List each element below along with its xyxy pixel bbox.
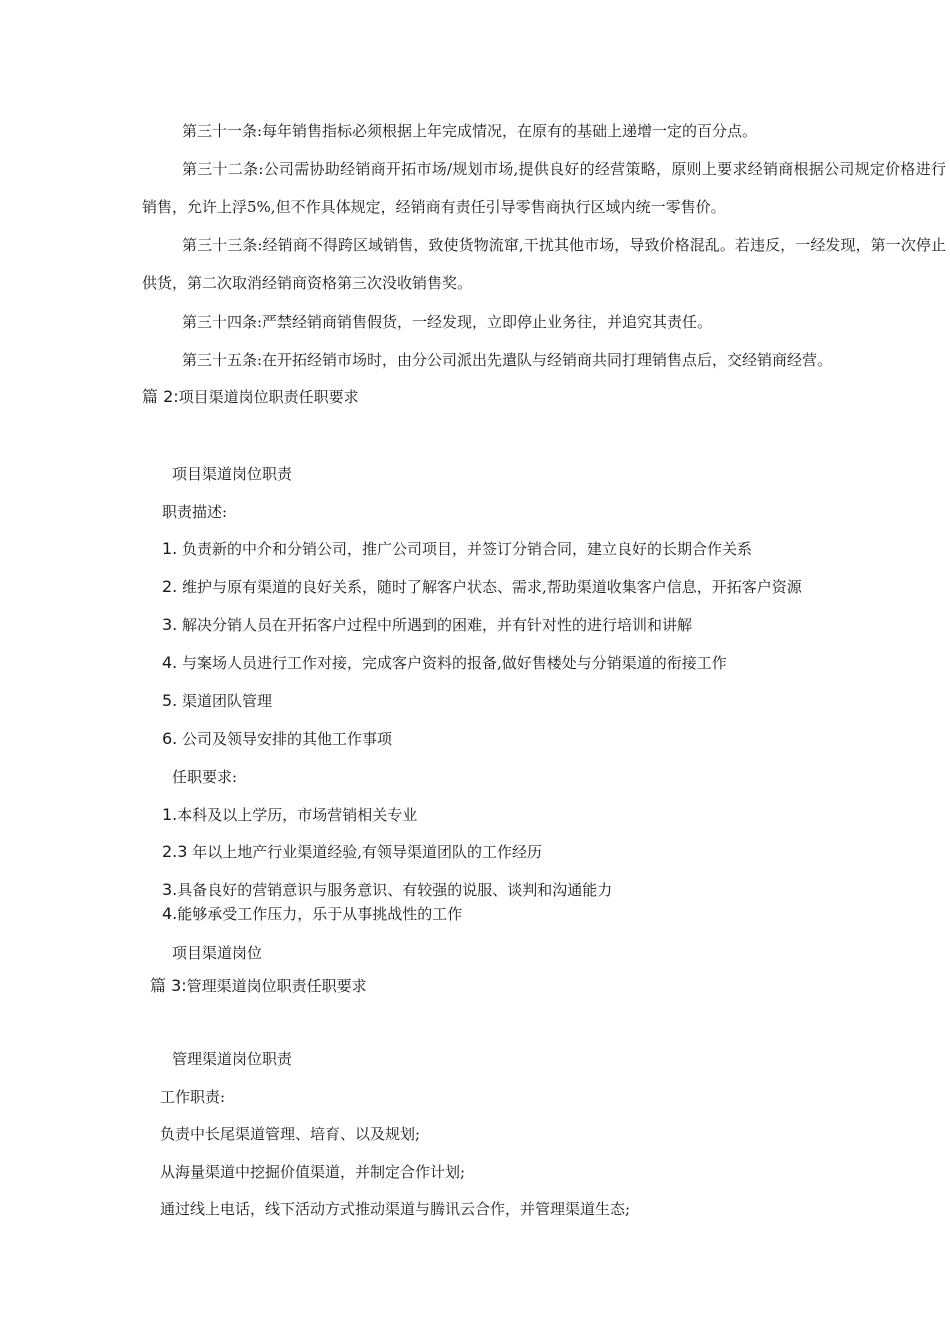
- req-item: [162, 805, 417, 825]
- duty-item-text: 负责新的中介和分销公司，推广公司项目，并签订分销合同，建立良好的长期合作关系: [177, 540, 753, 558]
- part2-footer: 项目渠道岗位: [172, 944, 263, 962]
- req-item: [162, 842, 542, 862]
- duty-item: [162, 615, 692, 635]
- req-item: [162, 880, 612, 900]
- duty-item: [162, 539, 752, 559]
- duty-item-number: 2.: [162, 577, 178, 596]
- duty-item: [162, 691, 272, 711]
- req-item-number: 3.: [162, 880, 178, 899]
- part2-heading: [142, 387, 359, 407]
- duty-item-number: 3.: [162, 615, 178, 634]
- part3-duty-label: 工作职责:: [160, 1088, 226, 1106]
- duty-item-number: 5.: [162, 691, 178, 710]
- req-item: [162, 904, 462, 924]
- req-item-text: 年以上地产行业渠道经验,有领导渠道团队的工作经历: [187, 843, 542, 861]
- part3-heading-text: 管理渠道岗位职责任职要求: [186, 977, 367, 995]
- duty-item-text: 渠道团队管理: [177, 692, 273, 710]
- part2-title: 项目渠道岗位职责: [172, 465, 293, 483]
- req-item-number: 1.: [162, 805, 178, 824]
- part3-duty-item: 通过线上电话，线下活动方式推动渠道与腾讯云合作，并管理渠道生态;: [160, 1200, 631, 1218]
- article-31: 第三十一条:每年销售指标必须根据上年完成情况，在原有的基础上递增一定的百分点。: [182, 122, 758, 140]
- duty-item: [162, 653, 727, 673]
- req-item-number: 4.: [162, 904, 178, 923]
- part3-title: 管理渠道岗位职责: [172, 1050, 293, 1068]
- req-item-text: 本科及以上学历，市场营销相关专业: [177, 806, 418, 824]
- duty-item-text: 公司及领导安排的其他工作事项: [177, 730, 393, 748]
- article-33: 第三十三条:经销商不得跨区域销售，致使货物流窜,干扰其他市场，导致价格混乱。若违反，一经发现，第一次停止供货，第二次取消经销商资格第三次没收销售奖。: [142, 236, 946, 292]
- req-item-text: 具备良好的营销意识与服务意识、有较强的说服、谈判和沟通能力: [177, 881, 613, 899]
- req-item-text: 能够承受工作压力，乐于从事挑战性的工作: [177, 905, 463, 923]
- duty-item-text: 维护与原有渠道的良好关系，随时了解客户状态、需求,帮助渠道收集客户信息，开拓客户资源: [177, 578, 802, 596]
- part3-heading: [150, 976, 367, 996]
- article-35: 第三十五条:在开拓经销市场时，由分公司派出先遣队与经销商共同打理销售点后，交经销商经营。: [182, 351, 833, 369]
- part3-duty-item: 从海量渠道中挖掘价值渠道，并制定合作计划;: [160, 1163, 466, 1181]
- part2-req-label: 任职要求:: [172, 768, 238, 786]
- part2-heading-text: 项目渠道岗位职责任职要求: [178, 388, 359, 406]
- article-34: 第三十四条:严禁经销商销售假货，一经发现，立即停止业务往，并追究其责任。: [182, 313, 713, 331]
- duty-item: [162, 729, 392, 749]
- article-32: 第三十二条:公司需协助经销商开拓市场/规划市场,提供良好的经营策略，原则上要求经销商根据公司规定价格进行销售，允许上浮5%,但不作具体规定，经销商有责任引导零售商执行区域内统一零售价。: [142, 160, 946, 216]
- duty-item-text: 解决分销人员在开拓客户过程中所遇到的困难，并有针对性的进行培训和讲解: [177, 616, 693, 634]
- duty-item-number: 1.: [162, 539, 178, 558]
- duty-item-number: 6.: [162, 729, 178, 748]
- part2-heading-number: 篇 2:: [142, 387, 179, 406]
- duty-item: [162, 577, 802, 597]
- part3-duty-item: 负责中长尾渠道管理、培育、以及规划;: [160, 1125, 421, 1143]
- req-item-number: 2.3: [162, 842, 188, 861]
- duty-item-text: 与案场人员进行工作对接，完成客户资料的报备,做好售楼处与分销渠道的衔接工作: [177, 654, 727, 672]
- duty-item-number: 4.: [162, 653, 178, 672]
- part3-heading-number: 篇 3:: [150, 976, 187, 995]
- part2-duty-label: 职责描述:: [162, 503, 228, 521]
